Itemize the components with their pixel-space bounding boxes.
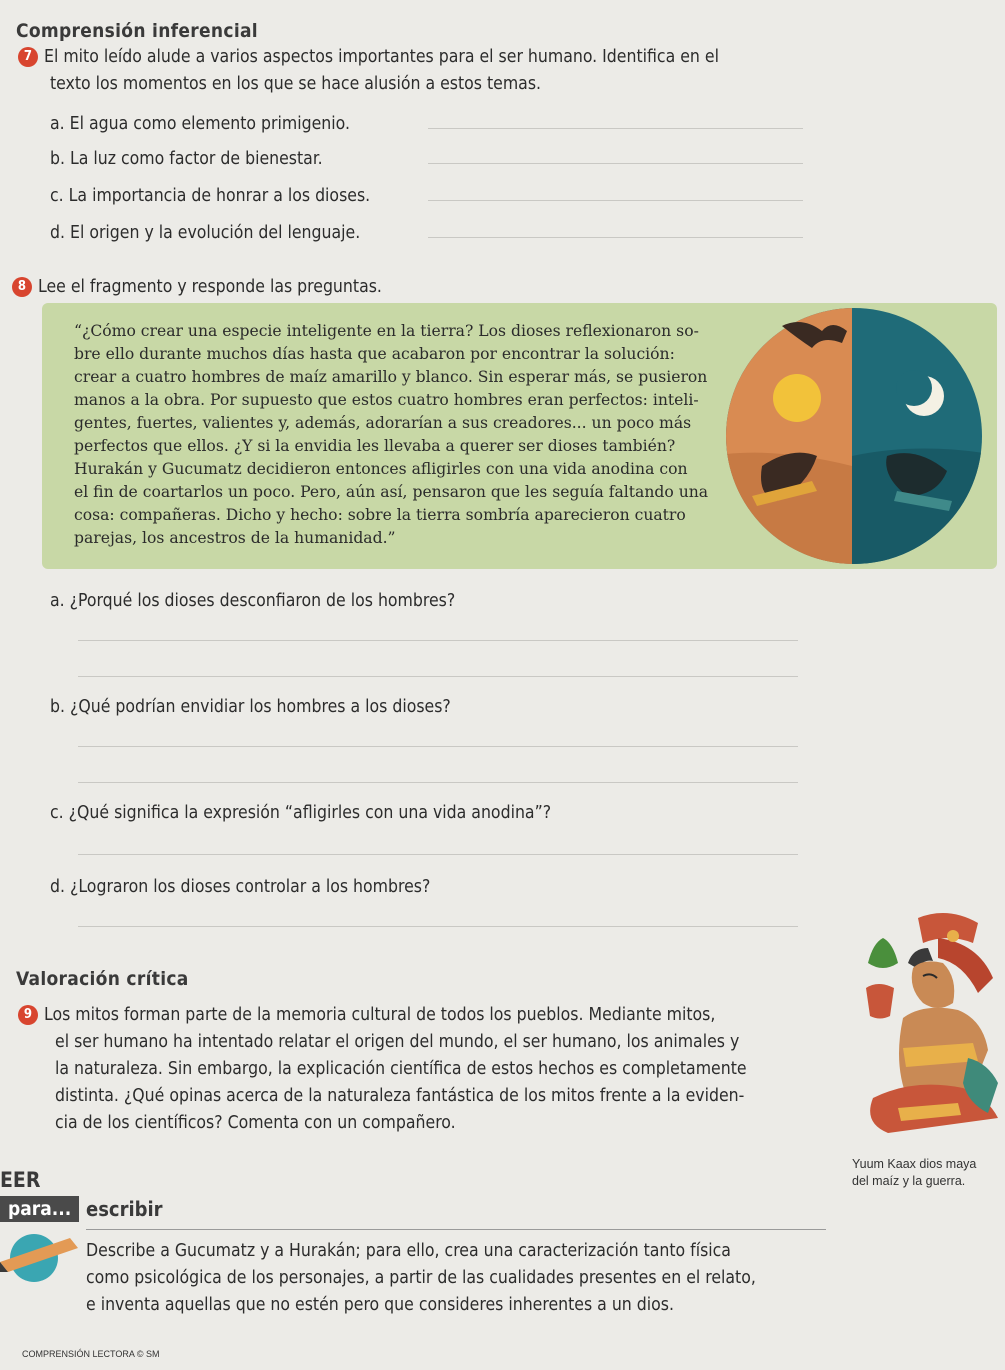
writing-line: e inventa aquellas que no estén pero que consideres inherentes a un dios. [86,1295,674,1315]
day-night-illustration [712,306,1002,568]
fragment-line: “¿Cómo crear una especie inteligente en la tierra? Los dioses reflexionaron so- [74,322,699,340]
question-number-7: 7 [18,47,38,67]
question-9-line: la naturaleza. Sin embargo, la explicación científica de estos hechos es completamente [55,1059,747,1079]
question-number-8: 8 [12,277,32,297]
answer-line [78,926,798,927]
caption-line: Yuum Kaax dios maya [852,1157,977,1171]
question-9 [18,1002,838,1137]
question-9-line: distinta. ¿Qué opinas acerca de la naturaleza fantástica de los mitos frente a la eviden- [55,1086,745,1106]
escribir-heading: escribir [86,1197,163,1221]
sun-icon [773,374,821,422]
question-8c: c. ¿Qué significa la expresión “afligirles con una vida anodina”? [50,803,552,823]
question-7-line-1: El mito leído alude a varios aspectos importantes para el ser humano. Identifica en el [44,47,719,67]
question-8d: d. ¿Lograron los dioses controlar a los hombres? [50,877,431,897]
answer-line [78,640,798,641]
question-9-line: el ser humano ha intentado relatar el origen del mundo, el ser humano, los animales y [55,1032,740,1052]
answer-line [428,128,803,129]
answer-line [78,746,798,747]
question-8b: b. ¿Qué podrían envidiar los hombres a los dioses? [50,697,451,717]
writing-line: como psicológica de los personajes, a partir de las cualidades presentes en el relato, [86,1268,756,1288]
answer-line [428,163,803,164]
fragment-line: gentes, fuertes, valientes y, además, adorarían a sus creadores... un poco más [74,414,692,432]
footer-credit: COMPRENSIÓN LECTORA © SM [22,1349,160,1359]
question-7 [18,44,818,98]
fragment-line: Hurakán y Gucumatz decidieron entonces afligirles con una vida anodina con [74,460,688,478]
list-item-b: b. La luz como factor de bienestar. [50,149,323,169]
answer-line [78,782,798,783]
fragment-line: bre ello durante muchos días hasta que acabaron por encontrar la solución: [74,345,675,363]
answer-line [78,854,798,855]
question-9-line: Los mitos forman parte de la memoria cultural de todos los pueblos. Mediante mitos, [44,1005,716,1025]
question-9-line: cia de los científicos? Comenta con un compañero. [55,1113,456,1133]
writing-instructions [86,1238,826,1319]
section-title-comprension: Comprensión inferencial [16,20,258,42]
question-number-9: 9 [18,1005,38,1025]
pencil-icon [0,1232,80,1282]
writing-line: Describe a Gucumatz y a Hurakán; para ello, crea una caracterización tanto física [86,1241,731,1261]
answer-line [428,200,803,201]
leer-heading: EER [0,1168,41,1192]
section-title-valoracion: Valoración crítica [16,968,189,990]
para-tag: para... [0,1196,79,1222]
list-item-a: a. El agua como elemento primigenio. [50,114,350,134]
image-caption [852,1156,976,1190]
answer-line [428,237,803,238]
question-8-instruction: Lee el fragmento y responde las preguntas. [38,277,382,297]
list-item-c: c. La importancia de honrar a los dioses. [50,186,371,206]
fragment-line: parejas, los ancestros de la humanidad.” [74,529,396,547]
maya-god-illustration [858,908,1005,1148]
fragment-line: manos a la obra. Por supuesto que estos cuatro hombres eran perfectos: inteli- [74,391,699,409]
fragment-line: el fin de coartarlos un poco. Pero, aún así, pensaron que les seguía faltando una [74,483,709,501]
caption-line: del maíz y la guerra. [852,1174,966,1188]
answer-line [78,676,798,677]
fragment-line: cosa: compañeras. Dicho y hecho: sobre la tierra sombría aparecieron cuatro [74,506,686,524]
divider [86,1229,826,1230]
question-7-line-2: texto los momentos en los que se hace alusión a estos temas. [50,74,542,94]
question-8 [12,274,382,301]
question-8a: a. ¿Porqué los dioses desconfiaron de los hombres? [50,591,456,611]
fragment-line: perfectos que ellos. ¿Y si la envidia les llevaba a querer ser dioses también? [74,437,676,455]
fragment-text [74,320,714,550]
fragment-line: crear a cuatro hombres de maíz amarillo y blanco. Sin esperar más, se pusieron [74,368,708,386]
list-item-d: d. El origen y la evolución del lenguaje. [50,223,361,243]
